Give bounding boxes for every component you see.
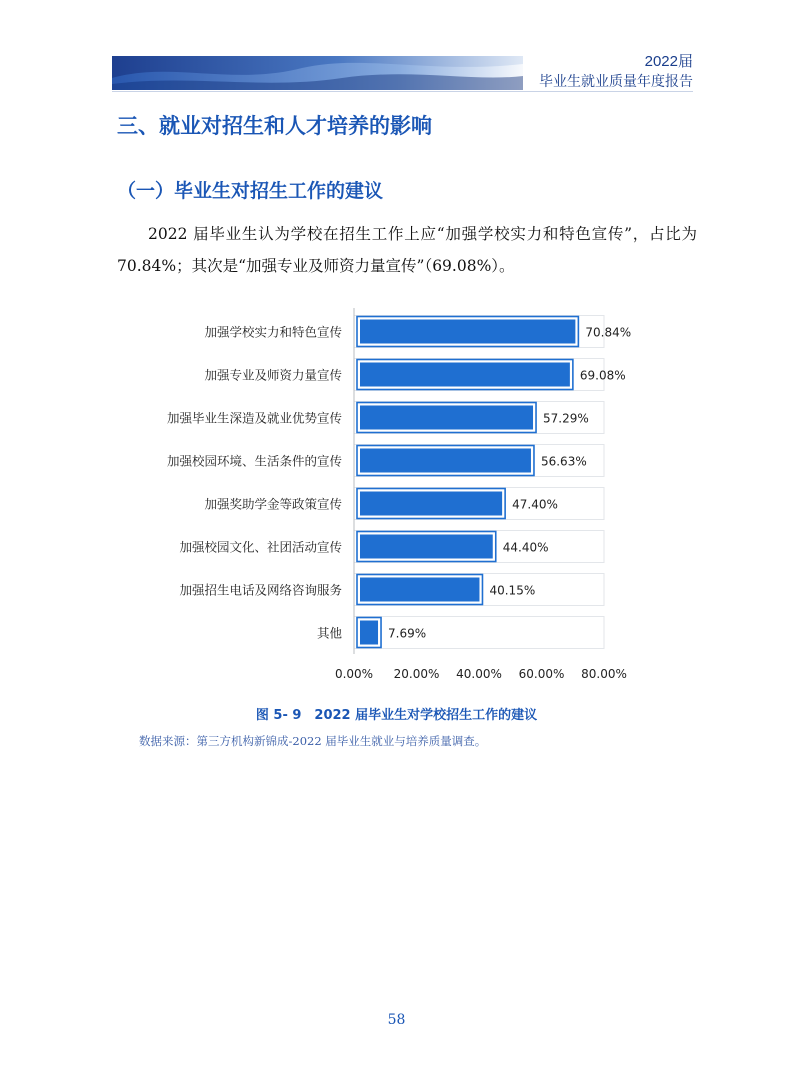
header-year: 2022届: [644, 53, 693, 70]
bar: [360, 363, 570, 387]
x-tick-label: 0.00%: [334, 667, 374, 681]
bar: [360, 320, 575, 344]
value-label: 7.69%: [388, 626, 427, 641]
figure-caption: 图 5- 9 2022 届毕业生对学校招生工作的建议: [255, 708, 538, 723]
x-tick-label: 80.00%: [581, 667, 627, 681]
value-label: 69.08%: [579, 368, 626, 383]
bar: [360, 621, 378, 645]
x-tick-label: 60.00%: [518, 667, 565, 681]
page-number: 58: [387, 1012, 406, 1028]
bar: [360, 578, 479, 602]
header-divider: [112, 91, 693, 92]
category-label: 加强校园文化、社团活动宣传: [179, 539, 342, 555]
category-label: 加强学校实力和特色宣传: [204, 324, 342, 340]
x-tick-label: 40.00%: [456, 667, 502, 681]
bar: [360, 406, 533, 430]
source-note: 数据来源：第三方机构新锦成-2022 届毕业生就业与培养质量调查。: [139, 734, 487, 748]
value-label: 40.15%: [489, 583, 536, 598]
value-label: 44.40%: [502, 540, 549, 555]
value-label: 47.40%: [512, 497, 558, 512]
category-label: 其他: [316, 625, 342, 641]
bar: [360, 492, 502, 516]
value-label: 56.63%: [540, 454, 587, 469]
value-label: 70.84%: [585, 325, 632, 340]
category-label: 加强招生电话及网络咨询服务: [179, 582, 342, 598]
bar: [360, 449, 531, 473]
header-banner: [112, 56, 523, 90]
bar: [360, 535, 493, 559]
bar-chart: [140, 298, 632, 681]
value-label: 57.29%: [543, 411, 589, 426]
subsection-title: （一）毕业生对招生工作的建议: [117, 180, 384, 202]
x-tick-label: 20.00%: [393, 667, 440, 681]
category-label: 加强校园环境、生活条件的宣传: [166, 453, 342, 469]
category-label: 加强毕业生深造及就业优势宣传: [166, 410, 342, 426]
category-label: 加强专业及师资力量宣传: [204, 367, 342, 383]
header-report-title: 毕业生就业质量年度报告: [539, 74, 693, 90]
body-paragraph: 2022 届毕业生认为学校在招生工作上应“加强学校实力和特色宣传”，占比为 70.84%；其次是“加强专业及师资力量宣传”（69.08%）。: [117, 225, 697, 275]
section-title: 三、就业对招生和人才培养的影响: [117, 114, 432, 138]
category-label: 加强奖助学金等政策宣传: [204, 496, 342, 512]
